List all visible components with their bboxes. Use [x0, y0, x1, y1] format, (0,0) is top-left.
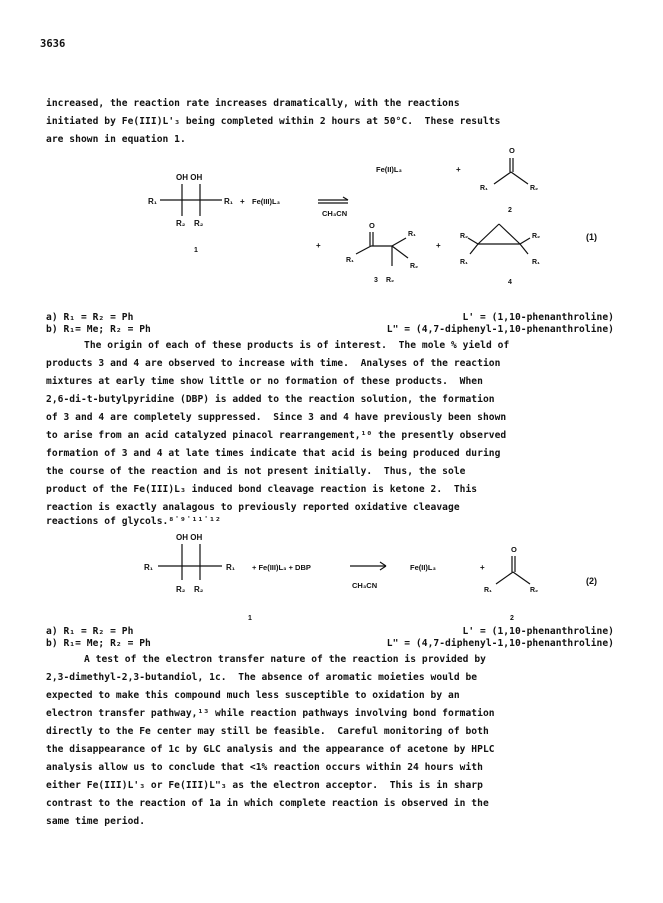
defs2-b-right: L" = (4,7-diphenyl-1,10-phenanthroline) — [386, 638, 614, 649]
para2-line-6: to arise from an acid catalyzed pinacol rearrangement,¹⁰ the presently observed — [46, 430, 507, 441]
para3-line-5: directly to the Fe center may still be feasible. Careful monitoring of both — [46, 726, 489, 737]
defs1-b-right: L" = (4,7-diphenyl-1,10-phenanthroline) — [386, 324, 614, 335]
eq2-r2-right: R₂ — [194, 585, 204, 594]
eq2-oh-label: OH OH — [176, 533, 203, 542]
para2-line-5: of 3 and 4 are completely suppressed. Since 3 and 4 have previously been shown — [46, 412, 507, 423]
eq2-product-fe: Fe(II)L₃ — [410, 563, 436, 572]
eq1-bottom-plus-1: + — [316, 241, 321, 250]
eq1-p3-r2b: R₂ — [386, 277, 395, 284]
eq1-p4-r1: R₁ — [460, 259, 468, 266]
eq1-solvent: CH₃CN — [322, 209, 348, 218]
page-number: 3636 — [40, 38, 66, 50]
eq1-ketone-r2: R₂ — [530, 185, 539, 192]
eq1-number: (1) — [586, 232, 597, 242]
eq1-ketone-o: O — [509, 146, 515, 155]
eq1-p4-r2b: R₂ — [532, 233, 541, 240]
eq1-bottom-plus-2: + — [436, 241, 441, 250]
eq2-ketone-label: 2 — [510, 615, 514, 622]
eq2-r1-left: R₁ — [144, 563, 154, 572]
eq1-ketone-label: 2 — [508, 207, 512, 214]
eq2-number: (2) — [586, 576, 597, 586]
para1-line-1: increased, the reaction rate increases dramatically, with the reactions — [46, 98, 460, 109]
eq1-p3-r2: R₂ — [410, 263, 419, 270]
para2-line-2: products 3 and 4 are observed to increase with time. Analyses of the reaction — [46, 358, 501, 369]
eq1-plus: + — [240, 197, 245, 206]
para2-line-10: reaction is exactly analagous to previously reported oxidative cleavage — [46, 502, 460, 513]
para1-line-3: are shown in equation 1. — [46, 134, 186, 145]
eq2-r2-left: R₂ — [176, 585, 186, 594]
eq1-p4-label: 4 — [508, 279, 512, 286]
para3-line-4: electron transfer pathway,¹³ while reaction pathways involving bond formation — [46, 708, 495, 719]
para2-line-1: The origin of each of these products is of interest. The mole % yield of — [84, 340, 510, 351]
eq1-label-1: 1 — [194, 247, 198, 254]
para1-line-2: initiated by Fe(III)L'₃ being completed within 2 hours at 50°C. These results — [46, 116, 501, 127]
eq2-label-1: 1 — [248, 615, 252, 622]
eq2-ketone-o: O — [511, 545, 517, 554]
para2-line-3: mixtures at early time show little or no formation of these products. When — [46, 376, 483, 387]
para2-line-11: reactions of glycols.⁸˙⁹˙¹¹˙¹² — [46, 516, 221, 527]
para3-line-7: analysis allow us to conclude that <1% reaction occurs within 24 hours with — [46, 762, 483, 773]
eq1-p3-label: 3 — [374, 277, 378, 284]
para3-line-2: 2,3-dimethyl-2,3-butandiol, 1c. The absence of aromatic moieties would be — [46, 672, 478, 683]
defs1-a-left: a) R₁ = R₂ = Ph — [46, 312, 134, 323]
defs2-a-right: L' = (1,10-phenanthroline) — [462, 626, 614, 637]
eq1-p3-r1b: R₁ — [408, 231, 416, 238]
eq2-reagents: + Fe(III)L₃ + DBP — [252, 563, 311, 572]
para2-line-8: the course of the reaction and is not present initially. Thus, the sole — [46, 466, 466, 477]
para3-line-6: the disappearance of 1c by GLC analysis and the appearance of acetone by HPLC — [46, 744, 495, 755]
eq1-top-plus: + — [456, 165, 461, 174]
defs2-a-left: a) R₁ = R₂ = Ph — [46, 626, 134, 637]
eq1-product-fe: Fe(II)L₃ — [376, 165, 402, 174]
para3-line-10: same time period. — [46, 816, 146, 827]
defs2-b-left: b) R₁= Me; R₂ = Ph — [46, 638, 151, 649]
defs1-b-left: b) R₁= Me; R₂ = Ph — [46, 324, 151, 335]
eq1-r2-left: R₂ — [176, 219, 186, 228]
eq1-p4-r2: R₂ — [460, 233, 469, 240]
eq1-r1-right: R₁ — [224, 197, 234, 206]
eq2-ketone-r2: R₂ — [530, 587, 539, 594]
eq2-r1-right: R₁ — [226, 563, 236, 572]
eq2-plus: + — [480, 563, 485, 572]
para3-line-3: expected to make this compound much less susceptible to oxidation by an — [46, 690, 460, 701]
eq1-p3-r1: R₁ — [346, 257, 354, 264]
eq1-oh-label: OH OH — [176, 173, 203, 182]
para3-line-1: A test of the electron transfer nature of the reaction is provided by — [84, 654, 486, 665]
para3-line-8: either Fe(III)L'₃ or Fe(III)L"₃ as the electron acceptor. This is in sharp — [46, 780, 483, 791]
eq1-p4-r1b: R₁ — [532, 259, 540, 266]
para2-line-4: 2,6-di-t-butylpyridine (DBP) is added to the reaction solution, the formation — [46, 394, 495, 405]
para3-line-9: contrast to the reaction of 1a in which complete reaction is observed in the — [46, 798, 489, 809]
eq2-ketone-r1: R₁ — [484, 587, 492, 594]
eq1-ketone-r1: R₁ — [480, 185, 488, 192]
eq1-reagent: Fe(III)L₃ — [252, 197, 281, 206]
eq1-r1-left: R₁ — [148, 197, 158, 206]
para2-line-9: product of the Fe(III)L₃ induced bond cleavage reaction is ketone 2. This — [46, 484, 478, 495]
eq2-solvent: CH₃CN — [352, 581, 378, 590]
para2-line-7: formation of 3 and 4 at late times indicate that acid is being produced during — [46, 448, 501, 459]
eq1-r2-right: R₂ — [194, 219, 204, 228]
eq1-p3-o: O — [369, 221, 375, 230]
defs1-a-right: L' = (1,10-phenanthroline) — [462, 312, 614, 323]
